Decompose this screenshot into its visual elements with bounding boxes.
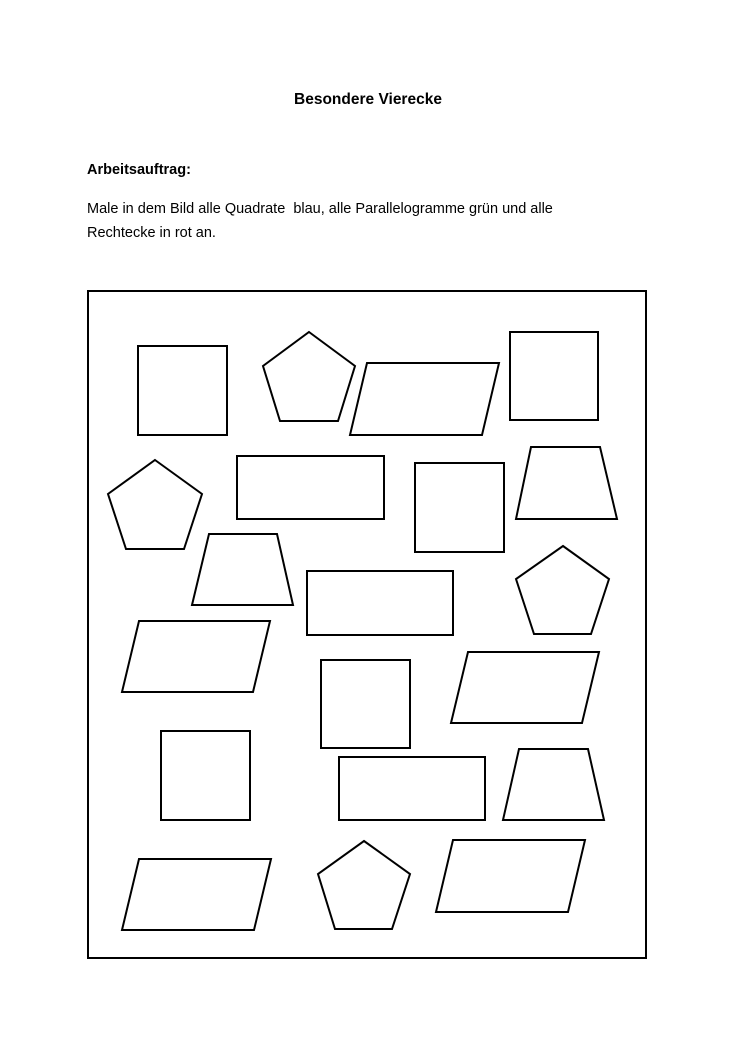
square-shape[interactable]: [415, 463, 504, 552]
rectangle-shape[interactable]: [339, 757, 485, 820]
parallelogram-shape[interactable]: [436, 840, 585, 912]
parallelogram-shape[interactable]: [451, 652, 599, 723]
rectangle-shape[interactable]: [237, 456, 384, 519]
parallelogram-shape[interactable]: [350, 363, 499, 435]
parallelogram-shape[interactable]: [122, 621, 270, 692]
trapezoid-shape[interactable]: [516, 447, 617, 519]
square-shape[interactable]: [138, 346, 227, 435]
page-title: Besondere Vierecke: [294, 91, 442, 108]
square-shape[interactable]: [161, 731, 250, 820]
square-shape[interactable]: [321, 660, 410, 748]
task-line-2: Rechtecke in rot an.: [87, 225, 216, 241]
trapezoid-shape[interactable]: [192, 534, 293, 605]
rectangle-shape[interactable]: [307, 571, 453, 635]
task-heading: Arbeitsauftrag:: [87, 162, 191, 178]
task-line-1: Male in dem Bild alle Quadrate blau, alle Parallelogramme grün und alle: [87, 201, 553, 217]
parallelogram-shape[interactable]: [122, 859, 271, 930]
square-shape[interactable]: [510, 332, 598, 420]
trapezoid-shape[interactable]: [503, 749, 604, 820]
